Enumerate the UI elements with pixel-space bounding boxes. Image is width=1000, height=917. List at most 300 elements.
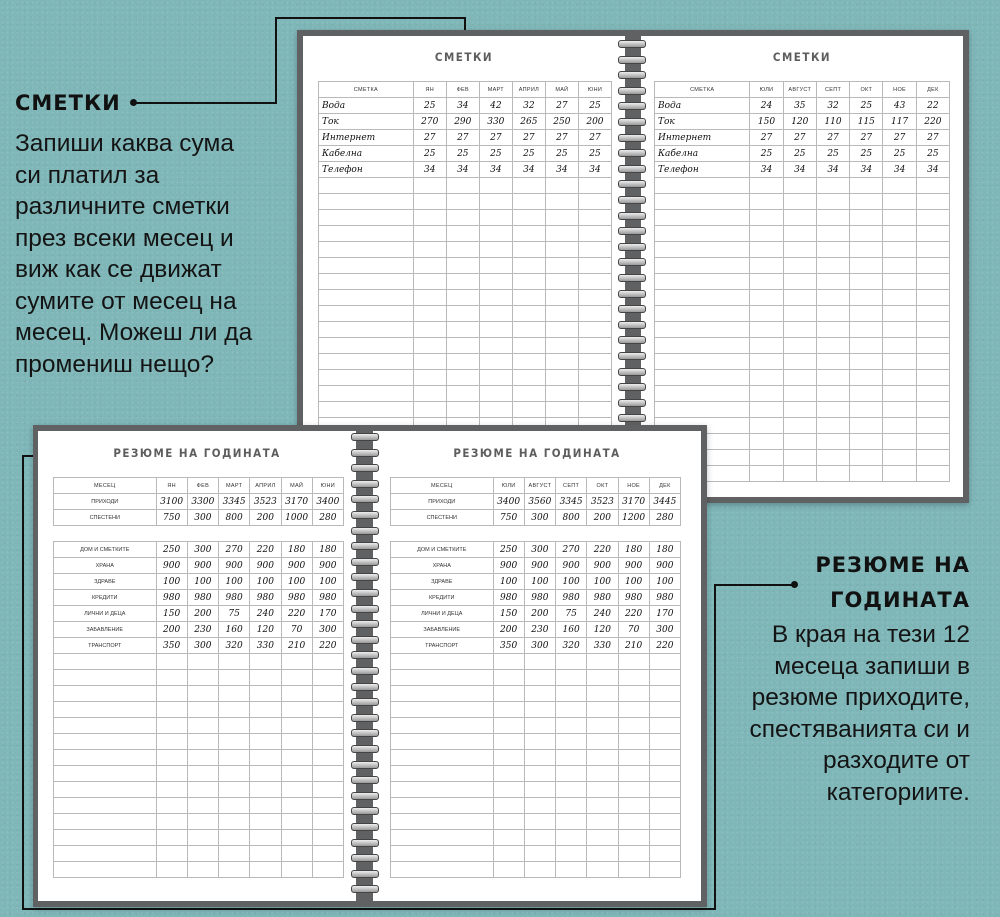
- table-cell: [524, 686, 555, 702]
- table-cell: [783, 466, 816, 482]
- table-cell: [750, 290, 783, 306]
- table-cell: [319, 226, 414, 242]
- table-cell: [281, 654, 312, 670]
- table-row: [391, 670, 681, 686]
- connector-line: [275, 17, 277, 104]
- description-line: спестяванията си и: [749, 715, 970, 743]
- spiral-binding: [351, 433, 381, 903]
- table-cell: [156, 734, 187, 750]
- table-cell: [493, 766, 524, 782]
- table-row: [54, 734, 344, 750]
- table-row: [319, 210, 612, 226]
- bills-description: [15, 128, 252, 380]
- table-cell: [556, 734, 587, 750]
- table-cell: [750, 434, 783, 450]
- table-row: [391, 478, 681, 494]
- table-row: [391, 734, 681, 750]
- spiral-ring: [618, 118, 646, 126]
- table-cell: 3560: [524, 494, 555, 510]
- table-cell: 25: [545, 146, 578, 162]
- table-cell: 250: [156, 542, 187, 558]
- table-row: [54, 846, 344, 862]
- table-cell: [850, 322, 883, 338]
- table-cell: [850, 194, 883, 210]
- table-cell: [219, 750, 250, 766]
- table-cell: [649, 782, 680, 798]
- table-cell: 34: [413, 162, 446, 178]
- table-cell: Кабелна: [319, 146, 414, 162]
- table-row: [319, 274, 612, 290]
- table-cell: [883, 466, 916, 482]
- table-cell: [556, 862, 587, 878]
- table-cell: 100: [187, 574, 218, 590]
- spiral-ring: [351, 729, 379, 737]
- table-row: [54, 654, 344, 670]
- table-cell: ДЕК: [649, 478, 680, 494]
- table-cell: ЛИЧНИ И ДЕЦА: [391, 606, 494, 622]
- table-cell: [578, 274, 611, 290]
- table-cell: [850, 418, 883, 434]
- table-cell: [750, 258, 783, 274]
- table-cell: 100: [312, 574, 343, 590]
- table-cell: 25: [512, 146, 545, 162]
- description-line: В края на тези 12: [771, 621, 970, 648]
- table-cell: [556, 718, 587, 734]
- table-row: [391, 510, 681, 526]
- table-cell: 27: [446, 130, 479, 146]
- table-row: [391, 574, 681, 590]
- table-row: [391, 718, 681, 734]
- table-cell: [281, 702, 312, 718]
- spiral-ring: [351, 464, 379, 472]
- table-cell: [783, 226, 816, 242]
- table-row: [391, 686, 681, 702]
- bills-heading: СМЕТКИ: [15, 91, 121, 115]
- table-cell: [319, 354, 414, 370]
- table-cell: [312, 670, 343, 686]
- table-cell: [413, 194, 446, 210]
- table-cell: [512, 322, 545, 338]
- table-cell: [618, 670, 649, 686]
- table-cell: [916, 290, 949, 306]
- table-row: [319, 306, 612, 322]
- table-cell: [850, 450, 883, 466]
- table-cell: [187, 830, 218, 846]
- table-cell: [391, 846, 494, 862]
- table-row: [319, 98, 612, 114]
- table-cell: [556, 654, 587, 670]
- table-cell: 27: [850, 130, 883, 146]
- table-cell: 180: [281, 542, 312, 558]
- table-cell: [816, 210, 849, 226]
- table-cell: СЕПТ: [556, 478, 587, 494]
- table-cell: МАРТ: [219, 478, 250, 494]
- table-cell: 300: [187, 638, 218, 654]
- table-cell: [783, 402, 816, 418]
- table-cell: 900: [524, 558, 555, 574]
- table-cell: [545, 210, 578, 226]
- table-cell: [545, 274, 578, 290]
- table-cell: 750: [156, 510, 187, 526]
- table-cell: 180: [312, 542, 343, 558]
- table-cell: [524, 798, 555, 814]
- table-cell: ХРАНА: [54, 558, 157, 574]
- table-cell: [587, 718, 618, 734]
- table-cell: 25: [413, 98, 446, 114]
- table-row: [391, 606, 681, 622]
- table-row: [655, 386, 950, 402]
- table-row: [655, 210, 950, 226]
- table-cell: [319, 290, 414, 306]
- table-cell: [187, 718, 218, 734]
- table-row: [391, 622, 681, 638]
- table-row: [54, 686, 344, 702]
- table-cell: 27: [545, 130, 578, 146]
- spiral-ring: [351, 573, 379, 581]
- table-cell: 70: [281, 622, 312, 638]
- table-cell: [312, 862, 343, 878]
- table-cell: [312, 734, 343, 750]
- description-line: различните сметки: [15, 193, 230, 220]
- table-cell: [479, 242, 512, 258]
- table-cell: 900: [250, 558, 281, 574]
- table-cell: [783, 210, 816, 226]
- table-cell: [883, 274, 916, 290]
- table-cell: [312, 702, 343, 718]
- table-cell: [524, 830, 555, 846]
- table-cell: 100: [156, 574, 187, 590]
- table-cell: [512, 386, 545, 402]
- table-cell: 35: [783, 98, 816, 114]
- table-row: [54, 718, 344, 734]
- table-cell: [156, 670, 187, 686]
- table-cell: [578, 370, 611, 386]
- description-line: резюме приходите,: [751, 684, 970, 711]
- table-cell: [850, 210, 883, 226]
- spiral-ring: [618, 383, 646, 391]
- table-cell: [587, 750, 618, 766]
- table-cell: 240: [587, 606, 618, 622]
- table-cell: [649, 798, 680, 814]
- table-cell: [54, 686, 157, 702]
- table-cell: 330: [479, 114, 512, 130]
- table-cell: [587, 686, 618, 702]
- table-cell: [524, 750, 555, 766]
- spiral-ring: [351, 558, 379, 566]
- description-line: Запиши каква сума: [15, 130, 234, 157]
- table-cell: [446, 354, 479, 370]
- table-cell: [556, 750, 587, 766]
- table-cell: 270: [556, 542, 587, 558]
- table-cell: [883, 242, 916, 258]
- table-cell: [783, 290, 816, 306]
- table-cell: 280: [649, 510, 680, 526]
- table-cell: 220: [618, 606, 649, 622]
- table-cell: 300: [312, 622, 343, 638]
- table-cell: [219, 766, 250, 782]
- spiral-ring: [618, 258, 646, 266]
- table-cell: [250, 734, 281, 750]
- table-row: [391, 494, 681, 510]
- table-cell: [512, 178, 545, 194]
- table-cell: [493, 686, 524, 702]
- table-cell: [556, 814, 587, 830]
- table-row: [391, 846, 681, 862]
- table-cell: 3445: [649, 494, 680, 510]
- table-cell: 100: [219, 574, 250, 590]
- description-line: сумите от месец на: [15, 287, 237, 315]
- table-cell: [816, 450, 849, 466]
- table-cell: [391, 654, 494, 670]
- table-cell: [391, 798, 494, 814]
- table-cell: [319, 242, 414, 258]
- table-cell: [587, 734, 618, 750]
- table-cell: [816, 306, 849, 322]
- table-cell: [655, 194, 750, 210]
- table-cell: [281, 846, 312, 862]
- table-cell: [281, 814, 312, 830]
- table-cell: [850, 434, 883, 450]
- spiral-ring: [618, 102, 646, 110]
- table-cell: [446, 386, 479, 402]
- table-cell: [219, 798, 250, 814]
- table-row: [54, 590, 344, 606]
- table-row: [391, 638, 681, 654]
- table-cell: СПЕСТЕНИ: [54, 510, 157, 526]
- table-cell: [750, 466, 783, 482]
- table-row: [391, 654, 681, 670]
- table-cell: [783, 194, 816, 210]
- table-cell: [54, 718, 157, 734]
- table-cell: [391, 734, 494, 750]
- table-row: [54, 798, 344, 814]
- table-cell: 150: [750, 114, 783, 130]
- table-cell: [556, 798, 587, 814]
- table-cell: [587, 766, 618, 782]
- table-cell: [578, 258, 611, 274]
- table-cell: [750, 226, 783, 242]
- table-cell: [479, 322, 512, 338]
- table-cell: [556, 830, 587, 846]
- table-cell: [219, 670, 250, 686]
- table-cell: [219, 814, 250, 830]
- table-cell: Вода: [319, 98, 414, 114]
- table-cell: ОКТ: [587, 478, 618, 494]
- table-cell: 27: [916, 130, 949, 146]
- table-row: [319, 402, 612, 418]
- table-cell: [413, 338, 446, 354]
- table-cell: 980: [587, 590, 618, 606]
- table-cell: [655, 290, 750, 306]
- table-cell: 300: [187, 510, 218, 526]
- description-line: категориите.: [826, 778, 970, 806]
- table-cell: 32: [512, 98, 545, 114]
- table-cell: [250, 814, 281, 830]
- table-cell: [649, 766, 680, 782]
- table-cell: 3400: [312, 494, 343, 510]
- table-cell: [187, 766, 218, 782]
- spiral-ring: [351, 870, 379, 878]
- table-cell: [54, 782, 157, 798]
- bills-table-right: [654, 81, 950, 482]
- table-cell: ТРАНСПОРТ: [391, 638, 494, 654]
- table-row: [54, 670, 344, 686]
- table-cell: 330: [587, 638, 618, 654]
- table-cell: [250, 782, 281, 798]
- table-cell: 270: [219, 542, 250, 558]
- table-cell: [219, 734, 250, 750]
- table-row: [655, 322, 950, 338]
- table-cell: [479, 178, 512, 194]
- table-cell: [783, 434, 816, 450]
- table-cell: 27: [883, 130, 916, 146]
- table-cell: [446, 210, 479, 226]
- table-cell: [156, 798, 187, 814]
- table-cell: [156, 686, 187, 702]
- table-cell: [578, 178, 611, 194]
- table-cell: [750, 450, 783, 466]
- table-cell: [545, 322, 578, 338]
- table-cell: Ток: [319, 114, 414, 130]
- table-cell: [281, 782, 312, 798]
- table-cell: [281, 830, 312, 846]
- connector-line: [275, 17, 465, 19]
- table-cell: [524, 862, 555, 878]
- table-cell: [493, 798, 524, 814]
- table-cell: [479, 338, 512, 354]
- table-cell: [524, 846, 555, 862]
- table-cell: [493, 862, 524, 878]
- table-cell: 34: [512, 162, 545, 178]
- table-row: [391, 590, 681, 606]
- table-cell: [446, 322, 479, 338]
- table-row: [655, 306, 950, 322]
- table-row: [54, 750, 344, 766]
- table-cell: 900: [219, 558, 250, 574]
- table-row: [391, 766, 681, 782]
- page-title: РЕЗЮМЕ НА ГОДИНАТА: [113, 446, 281, 460]
- table-row: [319, 370, 612, 386]
- table-cell: [187, 702, 218, 718]
- table-cell: [916, 242, 949, 258]
- table-cell: [850, 338, 883, 354]
- spiral-ring: [618, 180, 646, 188]
- table-row: [391, 798, 681, 814]
- table-cell: 3345: [556, 494, 587, 510]
- table-cell: [750, 322, 783, 338]
- table-cell: [545, 306, 578, 322]
- table-cell: [655, 322, 750, 338]
- table-cell: 200: [578, 114, 611, 130]
- table-cell: [512, 370, 545, 386]
- table-cell: 220: [916, 114, 949, 130]
- table-row: [319, 258, 612, 274]
- table-cell: [783, 258, 816, 274]
- table-cell: [54, 798, 157, 814]
- table-cell: [783, 306, 816, 322]
- table-cell: [816, 386, 849, 402]
- table-cell: КРЕДИТИ: [391, 590, 494, 606]
- table-cell: 100: [493, 574, 524, 590]
- table-cell: 27: [413, 130, 446, 146]
- table-cell: СПЕСТЕНИ: [391, 510, 494, 526]
- table-cell: [413, 370, 446, 386]
- table-row: [391, 558, 681, 574]
- table-cell: [479, 226, 512, 242]
- table-cell: [312, 766, 343, 782]
- spiral-ring: [618, 321, 646, 329]
- table-cell: [556, 702, 587, 718]
- table-cell: НОЕ: [618, 478, 649, 494]
- table-cell: [883, 210, 916, 226]
- table-cell: [250, 670, 281, 686]
- table-cell: [446, 258, 479, 274]
- spiral-ring: [351, 527, 379, 535]
- table-cell: [512, 258, 545, 274]
- table-row: [319, 194, 612, 210]
- table-cell: [524, 766, 555, 782]
- table-cell: [250, 654, 281, 670]
- table-cell: ФЕВ: [187, 478, 218, 494]
- table-cell: [916, 466, 949, 482]
- table-cell: ДЕК: [916, 82, 949, 98]
- table-cell: [618, 862, 649, 878]
- table-cell: [618, 782, 649, 798]
- spiral-ring: [618, 87, 646, 95]
- table-cell: [281, 686, 312, 702]
- table-row: [655, 178, 950, 194]
- table-cell: [655, 178, 750, 194]
- table-cell: [413, 210, 446, 226]
- spiral-ring: [351, 885, 379, 893]
- table-row: [655, 226, 950, 242]
- table-cell: [493, 670, 524, 686]
- table-cell: 100: [250, 574, 281, 590]
- table-row: [319, 226, 612, 242]
- table-cell: [783, 322, 816, 338]
- table-cell: ЛИЧНИ И ДЕЦА: [54, 606, 157, 622]
- table-cell: [479, 402, 512, 418]
- table-cell: [319, 274, 414, 290]
- spiral-ring: [351, 495, 379, 503]
- table-cell: [883, 322, 916, 338]
- table-cell: 170: [649, 606, 680, 622]
- table-cell: 200: [524, 606, 555, 622]
- table-cell: 25: [816, 146, 849, 162]
- table-row: [54, 558, 344, 574]
- table-cell: [54, 814, 157, 830]
- table-cell: [250, 862, 281, 878]
- table-cell: 280: [312, 510, 343, 526]
- table-cell: [850, 290, 883, 306]
- table-cell: ЯН: [413, 82, 446, 98]
- table-cell: ОКТ: [850, 82, 883, 98]
- table-cell: 980: [524, 590, 555, 606]
- table-cell: [618, 718, 649, 734]
- table-cell: [319, 178, 414, 194]
- table-cell: 900: [156, 558, 187, 574]
- table-cell: [512, 242, 545, 258]
- table-cell: [250, 798, 281, 814]
- table-cell: [493, 846, 524, 862]
- description-line: промениш нещо?: [15, 350, 214, 378]
- table-cell: [512, 274, 545, 290]
- table-cell: [479, 210, 512, 226]
- table-cell: 290: [446, 114, 479, 130]
- table-row: [655, 402, 950, 418]
- table-cell: [524, 734, 555, 750]
- table-cell: [916, 306, 949, 322]
